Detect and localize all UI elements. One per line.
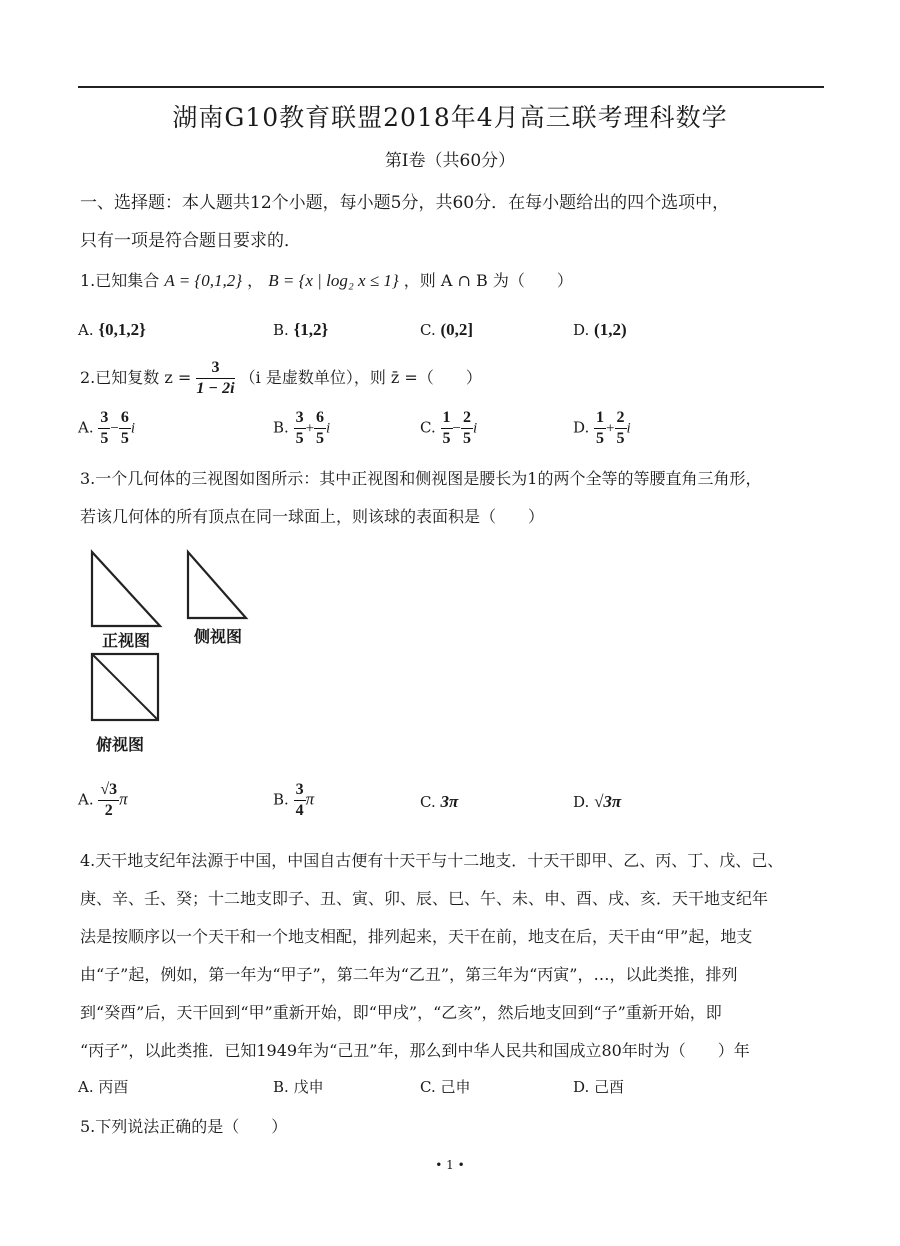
q3-option-b: B. $\frac{3}{4}$ π	[273, 781, 315, 819]
q2-fraction: $\frac{3}{1 - 2i}$	[196, 359, 235, 397]
q1-set-a: A = {0,1,2}	[164, 271, 243, 290]
front-view-caption: 正视图	[102, 631, 151, 650]
page-subtitle: 第Ⅰ卷（共60分）	[384, 151, 516, 171]
q1-option-a: A. {0,1,2}	[78, 320, 146, 339]
q2-suffix: （i 是虚数单位），则 z̄ =（ ）	[239, 368, 482, 387]
q2-option-d: D. $\frac{1}{5}$ + $\frac{2}{5}$ i	[573, 409, 631, 447]
q1-set-b: B = {x | log₂ x ≤ 1}	[268, 271, 399, 290]
top-view-caption: 俯视图	[96, 735, 145, 754]
q3-option-c: C. 3π	[420, 792, 459, 811]
question-4-line1: 4.天干地支纪年法源于中国，中国自古便有十天干与十二地支．十天干即甲、乙、丙、丁、戊、己、	[80, 851, 784, 870]
q1-option-c: C. (0,2]	[420, 320, 474, 339]
top-view-square	[92, 654, 158, 720]
question-5: 5.下列说法正确的是（ ）	[80, 1117, 288, 1136]
front-view-triangle	[92, 552, 160, 626]
question-4-line2: 庚、辛、壬、癸；十二地支即子、丑、寅、卯、辰、巳、午、未、申、酉、戌、亥．天干地支纪年	[80, 889, 769, 908]
q2-option-a: A. $\frac{3}{5}$ − $\frac{6}{5}$ i	[78, 409, 136, 447]
top-rule	[78, 86, 824, 88]
q1-option-d: D. (1,2)	[573, 320, 627, 339]
q4-option-b: B. 戊申	[273, 1078, 324, 1096]
q2-prefix: 2.已知复数 z =	[80, 368, 192, 387]
q1-suffix: ，则 A ∩ B 为（ ）	[403, 271, 573, 290]
three-view-figure	[86, 548, 256, 758]
q3-option-a: A. $\frac{√3}{2}$ π	[78, 781, 128, 819]
question-4-line6: “丙子”，以此类推．已知1949年为“己丑”年，那么到中华人民共和国成立80年时为（ ）年	[80, 1041, 750, 1060]
q2-option-c: C. $\frac{1}{5}$ − $\frac{2}{5}$ i	[420, 409, 478, 447]
question-3-line1: 3.一个几何体的三视图如图所示：其中正视图和侧视图是腰长为1的两个全等的等腰直角三角形，	[80, 469, 762, 488]
side-view-caption: 侧视图	[194, 627, 243, 646]
q2-option-b: B. $\frac{3}{5}$ + $\frac{6}{5}$ i	[273, 409, 331, 447]
question-4-line5: 到“癸酉”后，天干回到“甲”重新开始，即“甲戌”，“乙亥”，然后地支回到“子”重新开始，即	[80, 1003, 722, 1022]
q1-prefix: 1.已知集合	[80, 271, 160, 290]
q4-option-c: C. 己申	[420, 1078, 471, 1096]
q3-option-d: D. √3π	[573, 792, 622, 811]
section-intro-line1: 一、选择题：本人题共12个小题，每小题5分，共60分．在每小题给出的四个选项中，	[80, 193, 730, 213]
q4-option-a: A. 丙酉	[78, 1078, 129, 1096]
question-2	[80, 358, 482, 399]
side-view-triangle	[188, 552, 246, 618]
q4-option-d: D. 己酉	[573, 1078, 625, 1096]
page-title: 湖南G10教育联盟2018年4月高三联考理科数学	[172, 103, 728, 132]
question-1: 1.已知集合 A = {0,1,2} ， B = {x | log₂ x ≤ 1} ，则 A ∩ B 为（ ）	[80, 271, 573, 290]
question-4-line3: 法是按顺序以一个天干和一个地支相配，排列起来，天干在前，地支在后，天干由“甲”起，地支	[80, 927, 753, 946]
section-intro-line2: 只有一项是符合题日要求的．	[80, 231, 301, 251]
page-number: • 1 •	[435, 1158, 465, 1172]
question-3-line2: 若该几何体的所有顶点在同一球面上，则该球的表面积是（ ）	[80, 507, 545, 526]
question-4-line4: 由“子”起，例如，第一年为“甲子”，第二年为“乙丑”，第三年为“丙寅”，…，以此类推，排列	[80, 965, 738, 984]
q1-option-b: B. {1,2}	[273, 320, 329, 339]
